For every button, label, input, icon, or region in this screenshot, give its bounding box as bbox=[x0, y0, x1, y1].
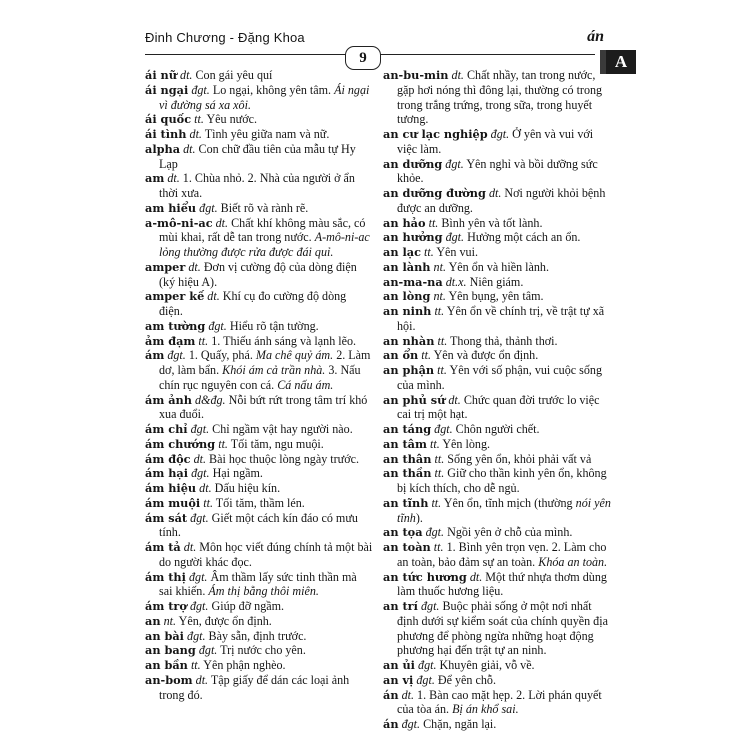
thumb-index-letter: A bbox=[614, 52, 628, 71]
entry-headword: ám độc bbox=[145, 451, 191, 466]
entry-headword: an tâm bbox=[383, 436, 427, 451]
entry-example: Bị án khổ sai. bbox=[452, 702, 519, 717]
entry-definition: Con gái yêu quí bbox=[195, 68, 273, 82]
entry-definition: Chất khí không màu sắc, có mùi khai, rất dễ tan trong nước. bbox=[159, 215, 366, 245]
dictionary-entry bbox=[145, 452, 373, 467]
entry-definition: Nơi người khỏi bệnh được an dưỡng. bbox=[397, 186, 606, 215]
entry-part-of-speech: tt. bbox=[198, 333, 209, 348]
entry-headword: ảm đạm bbox=[145, 333, 196, 348]
header-guide-word: án bbox=[587, 28, 604, 45]
entry-headword: an hưởng bbox=[383, 230, 443, 245]
header-authors: Đinh Chương - Đặng Khoa bbox=[145, 30, 305, 45]
entry-definition: Một thứ nhựa thơm dùng làm thuốc hương liệu. bbox=[397, 569, 607, 599]
entry-part-of-speech: dt. bbox=[469, 569, 483, 584]
entry-headword: am bbox=[145, 171, 165, 186]
entry-part-of-speech: dt. bbox=[183, 540, 197, 554]
entry-headword: an bbox=[145, 613, 161, 628]
left-column bbox=[145, 68, 373, 702]
entry-headword: an tức hương bbox=[383, 569, 467, 584]
entry-headword: an bần bbox=[145, 658, 188, 672]
dictionary-entry bbox=[145, 289, 373, 319]
dictionary-entry bbox=[383, 289, 611, 304]
entry-headword: ám hại bbox=[145, 466, 189, 481]
entry-definition: 2. Làm dơ, làm bẩn. bbox=[159, 348, 371, 377]
dictionary-entry bbox=[383, 186, 611, 216]
entry-definition: Yên phận nghèo. bbox=[203, 658, 286, 672]
entry-part-of-speech: đgt. bbox=[445, 156, 464, 171]
dictionary-entry bbox=[383, 127, 611, 157]
entry-part-of-speech: tt. bbox=[433, 540, 444, 554]
entry-part-of-speech: đgt. bbox=[401, 717, 421, 731]
entry-definition: Trị nước cho yên. bbox=[220, 643, 306, 658]
dictionary-entry bbox=[145, 68, 373, 83]
entry-headword: ám chướng bbox=[145, 436, 216, 451]
entry-headword: ám trợ bbox=[145, 599, 187, 613]
entry-part-of-speech: dt. bbox=[189, 127, 202, 141]
entry-part-of-speech: đgt. bbox=[189, 599, 209, 613]
entry-definition: Đơn vị cường độ của dòng điện (ký hiệu A). bbox=[159, 259, 357, 289]
entry-headword: am tường bbox=[145, 318, 206, 333]
entry-headword: an táng bbox=[383, 422, 432, 436]
entry-definition: Con chữ đầu tiên của mẫu tự Hy Lạp bbox=[159, 141, 356, 171]
entry-example: A-mô-ni-ac lỏng thường được rửa được đái quỉ. bbox=[159, 230, 370, 259]
entry-part-of-speech: tt. bbox=[194, 112, 204, 127]
entry-part-of-speech: đgt. bbox=[425, 525, 445, 540]
dictionary-entry bbox=[145, 658, 373, 673]
dictionary-entry bbox=[145, 348, 373, 392]
dictionary-entry bbox=[145, 437, 373, 452]
dictionary-entry bbox=[383, 348, 611, 363]
entry-definition: 1. Bình yên trọn vẹn. 2. Làm cho an toàn, bảo đảm sự an toàn. bbox=[397, 540, 607, 569]
entry-headword: an bài bbox=[145, 628, 184, 643]
entry-headword: an phủ sứ bbox=[383, 392, 446, 407]
entry-headword: amper kế bbox=[145, 289, 205, 304]
dictionary-entry bbox=[383, 230, 611, 245]
dictionary-entry bbox=[145, 673, 373, 703]
entry-headword: ám chỉ bbox=[145, 422, 188, 436]
entry-headword: an phận bbox=[383, 363, 435, 377]
entry-example: Ma chê quỷ ám. bbox=[255, 348, 334, 363]
entry-part-of-speech: đgt. bbox=[191, 466, 210, 481]
entry-definition: ). bbox=[415, 510, 423, 525]
dictionary-entry bbox=[145, 466, 373, 481]
dictionary-entry bbox=[145, 171, 373, 201]
entry-headword: an hảo bbox=[383, 215, 426, 230]
entry-part-of-speech: tt. bbox=[434, 466, 445, 481]
dictionary-entry bbox=[383, 422, 611, 437]
entry-part-of-speech: dt. bbox=[215, 215, 229, 230]
entry-definition: Yên, được ổn định. bbox=[178, 613, 272, 628]
entry-part-of-speech: đgt. bbox=[187, 628, 206, 643]
entry-headword: an lạc bbox=[383, 245, 421, 259]
entry-part-of-speech: tt. bbox=[434, 304, 445, 318]
entry-headword: am hiểu bbox=[145, 200, 197, 215]
dictionary-entry bbox=[383, 466, 611, 496]
entry-example: Ái ngại vì đường sá xa xôi. bbox=[159, 82, 370, 112]
entry-part-of-speech: dt. bbox=[180, 68, 193, 82]
dictionary-entry bbox=[145, 393, 373, 423]
entry-part-of-speech: đgt. bbox=[490, 127, 510, 141]
entry-definition: Yên vui. bbox=[436, 245, 478, 259]
entry-part-of-speech: đgt. bbox=[199, 200, 218, 215]
entry-part-of-speech: tt. bbox=[430, 436, 440, 451]
entry-definition: Yên bụng, yên tâm. bbox=[448, 289, 544, 304]
entry-definition: Sống yên ổn, khỏi phải vất vả bbox=[447, 451, 592, 466]
entry-part-of-speech: nt. bbox=[433, 289, 446, 304]
entry-definition: Yên ổn và hiền lành. bbox=[448, 259, 549, 274]
dictionary-entry bbox=[383, 216, 611, 231]
dictionary-entry bbox=[145, 142, 373, 172]
entry-part-of-speech: dt. bbox=[207, 289, 220, 304]
dictionary-entry bbox=[145, 599, 373, 614]
dictionary-entry bbox=[383, 525, 611, 540]
dictionary-entry bbox=[383, 275, 611, 290]
entry-definition: Bài học thuộc lòng ngày trước. bbox=[209, 451, 360, 466]
entry-headword: an lành bbox=[383, 259, 431, 274]
entry-part-of-speech: tt. bbox=[437, 363, 447, 377]
entry-definition: 1. Chùa nhỏ. 2. Nhà của người ở ẩn thời xưa. bbox=[159, 171, 355, 200]
dictionary-entry bbox=[383, 157, 611, 187]
entry-part-of-speech: tt. bbox=[434, 451, 445, 466]
entry-part-of-speech: tt. bbox=[203, 495, 213, 510]
dictionary-entry bbox=[383, 540, 611, 570]
dictionary-entry bbox=[383, 304, 611, 334]
entry-headword: an ổn bbox=[383, 348, 419, 363]
right-column bbox=[383, 68, 611, 732]
entry-headword: ái ngại bbox=[145, 82, 189, 97]
entry-headword: ám ảnh bbox=[145, 392, 192, 407]
entry-part-of-speech: dt. bbox=[195, 672, 209, 687]
dictionary-entry bbox=[383, 260, 611, 275]
dictionary-entry bbox=[383, 688, 611, 718]
entry-part-of-speech: d&đg. bbox=[194, 392, 226, 407]
entry-definition: Thong thả, thảnh thơi. bbox=[450, 333, 558, 348]
entry-part-of-speech: dt.x. bbox=[445, 274, 467, 289]
entry-headword: an tọa bbox=[383, 525, 423, 540]
entry-part-of-speech: đgt. bbox=[198, 643, 218, 658]
entry-definition: Chỉ ngầm vật hay người nào. bbox=[212, 422, 353, 436]
entry-example: Cá nấu ám. bbox=[277, 377, 334, 392]
entry-part-of-speech: dt. bbox=[183, 141, 196, 156]
entry-headword: an lòng bbox=[383, 289, 431, 304]
entry-definition: Yên với số phận, vui cuộc sống của mình. bbox=[397, 363, 602, 392]
entry-part-of-speech: dt. bbox=[488, 186, 502, 200]
entry-definition: 1. Quấy, phá. bbox=[188, 348, 253, 363]
entry-definition: 1. Bàn cao mặt hẹp. 2. Lời phán quyết của tòa án. bbox=[397, 687, 602, 717]
entry-part-of-speech: dt. bbox=[199, 481, 212, 495]
entry-headword: án bbox=[383, 717, 399, 731]
entry-headword: an thân bbox=[383, 451, 432, 466]
dictionary-entry bbox=[383, 393, 611, 423]
entry-definition: Bình yên và tốt lành. bbox=[441, 215, 543, 230]
page-number: 9 bbox=[359, 49, 367, 66]
entry-definition: Môn học viết đúng chính tả một bài do người khác đọc. bbox=[159, 540, 373, 569]
entry-definition: Hại ngầm. bbox=[212, 466, 263, 481]
entry-headword: an ủi bbox=[383, 658, 415, 672]
entry-definition: Để yên chỗ. bbox=[437, 672, 496, 687]
entry-headword: ám sát bbox=[145, 510, 188, 525]
dictionary-entry bbox=[145, 319, 373, 334]
entry-headword: an toàn bbox=[383, 540, 431, 554]
entry-definition: Chức quan đời trước lo việc cai trị một hạt. bbox=[397, 392, 600, 422]
dictionary-entry bbox=[383, 570, 611, 600]
entry-definition: Yên ổn, tĩnh mịch (thường bbox=[443, 495, 573, 510]
entry-headword: an nhàn bbox=[383, 333, 435, 348]
entry-part-of-speech: đgt. bbox=[188, 569, 208, 584]
entry-example: Khóa an toàn. bbox=[538, 554, 608, 569]
entry-definition: Dấu hiệu kín. bbox=[214, 481, 281, 495]
entry-definition: Tối tăm, ngu muội. bbox=[230, 436, 324, 451]
entry-headword: an-ma-na bbox=[383, 274, 443, 289]
dictionary-entry bbox=[383, 363, 611, 393]
dictionary-entry bbox=[383, 496, 611, 526]
dictionary-entry bbox=[145, 643, 373, 658]
entry-definition: Yên ổn về chính trị, về trật tự xã hội. bbox=[397, 304, 605, 333]
dictionary-entry bbox=[145, 496, 373, 511]
dictionary-entry bbox=[145, 511, 373, 541]
entry-part-of-speech: tt. bbox=[431, 495, 442, 510]
entry-part-of-speech: tt. bbox=[437, 333, 448, 348]
entry-part-of-speech: đgt. bbox=[445, 230, 465, 245]
entry-headword: an trí bbox=[383, 599, 418, 613]
dictionary-entry bbox=[145, 127, 373, 142]
entry-definition: Yên nghỉ và bồi dưỡng sức khỏe. bbox=[397, 156, 598, 186]
entry-part-of-speech: đgt. bbox=[190, 422, 210, 436]
entry-part-of-speech: dt. bbox=[451, 68, 464, 82]
dictionary-entry bbox=[145, 481, 373, 496]
entry-headword: an ninh bbox=[383, 304, 432, 318]
entry-part-of-speech: tt. bbox=[424, 245, 434, 259]
dictionary-entry bbox=[383, 599, 611, 658]
entry-definition: Tình yêu giữa nam và nữ. bbox=[204, 127, 330, 141]
entry-definition: Hưởng một cách an ổn. bbox=[467, 230, 581, 245]
entry-part-of-speech: đgt. bbox=[167, 348, 186, 363]
dictionary-entry bbox=[145, 614, 373, 629]
entry-definition: Chất nhầy, tan trong nước, gặp hơi nóng thì đông lại, thường có trong trong trắng trứng, trong sữa, trong huyết tương. bbox=[397, 68, 603, 127]
entry-headword: án bbox=[383, 687, 399, 702]
entry-definition: Ngồi yên ở chỗ của mình. bbox=[447, 525, 573, 540]
entry-headword: ái tình bbox=[145, 127, 187, 141]
entry-headword: alpha bbox=[145, 141, 181, 156]
entry-part-of-speech: tt. bbox=[218, 436, 228, 451]
entry-example: Ám thị bằng thôi miên. bbox=[208, 584, 319, 599]
entry-headword: an tĩnh bbox=[383, 495, 429, 510]
dictionary-entry bbox=[145, 570, 373, 600]
page-number-badge bbox=[345, 46, 381, 70]
dictionary-entry bbox=[145, 334, 373, 349]
dictionary-entry bbox=[145, 83, 373, 113]
entry-headword: an-bu-min bbox=[383, 68, 449, 82]
dictionary-entry bbox=[383, 245, 611, 260]
entry-definition: Tập giấy để dán các loại ảnh trong đó. bbox=[159, 672, 350, 702]
dictionary-entry bbox=[145, 260, 373, 290]
entry-headword: ám hiệu bbox=[145, 481, 197, 495]
entry-part-of-speech: tt. bbox=[421, 348, 431, 363]
dictionary-entry bbox=[145, 216, 373, 260]
entry-part-of-speech: dt. bbox=[448, 392, 461, 407]
entry-headword: an cư lạc nghiệp bbox=[383, 127, 488, 141]
dictionary-entry bbox=[383, 717, 611, 732]
entry-definition: Bày sẵn, định trước. bbox=[208, 628, 307, 643]
entry-definition: Lo ngại, không yên tâm. bbox=[212, 82, 332, 97]
entry-part-of-speech: dt. bbox=[188, 259, 201, 274]
entry-part-of-speech: đgt. bbox=[416, 672, 435, 687]
entry-headword: an-bom bbox=[145, 672, 193, 687]
entry-definition: Khuyên giải, vỗ về. bbox=[439, 658, 535, 672]
entry-definition: Biết rõ và rành rẽ. bbox=[220, 200, 309, 215]
entry-definition: Âm thầm lấy sức tinh thần mà sai khiến. bbox=[159, 569, 357, 599]
entry-headword: an vị bbox=[383, 672, 414, 687]
entry-definition: Yên lòng. bbox=[442, 436, 491, 451]
entry-headword: ái nữ bbox=[145, 68, 177, 82]
dictionary-entry bbox=[145, 629, 373, 644]
entry-example: Khói ám cả trần nhà. bbox=[222, 363, 326, 377]
entry-definition: Buộc phải sống ở một nơi nhất định dưới sự kiểm soát của chính quyền địa phương để phòng ngừa những hoạt động phương hại đến trật tự an ninh. bbox=[397, 599, 608, 658]
dictionary-entry bbox=[145, 540, 373, 570]
entry-part-of-speech: dt. bbox=[401, 687, 415, 702]
entry-part-of-speech: dt. bbox=[167, 171, 180, 186]
entry-definition: Giết một cách kín đáo có mưu tính. bbox=[159, 510, 358, 540]
entry-part-of-speech: dt. bbox=[193, 451, 206, 466]
entry-headword: amper bbox=[145, 259, 186, 274]
dictionary-entry bbox=[383, 673, 611, 688]
entry-part-of-speech: nt. bbox=[433, 259, 446, 274]
entry-part-of-speech: tt. bbox=[428, 215, 439, 230]
entry-definition: Yên và được ổn định. bbox=[433, 348, 539, 363]
entry-example: nói yên tĩnh bbox=[397, 495, 611, 525]
dictionary-entry bbox=[145, 112, 373, 127]
entry-definition: Khí cụ đo cường độ dòng điện. bbox=[159, 289, 347, 318]
entry-headword: a-mô-ni-ac bbox=[145, 215, 213, 230]
dictionary-entry bbox=[145, 422, 373, 437]
entry-definition: Chôn người chết. bbox=[455, 422, 540, 436]
entry-headword: ám muội bbox=[145, 495, 201, 510]
entry-part-of-speech: đgt. bbox=[420, 599, 440, 613]
entry-definition: Giữ cho thần kinh yên ổn, không bị kích thích, cho dễ ngủ. bbox=[397, 466, 607, 495]
entry-definition: 3. Nấu chín rục nguyên con cá. bbox=[159, 363, 361, 392]
entry-definition: Hiểu rõ tận tường. bbox=[229, 318, 319, 333]
entry-part-of-speech: đgt. bbox=[190, 510, 209, 525]
dictionary-entry bbox=[383, 437, 611, 452]
entry-part-of-speech: đgt. bbox=[191, 82, 210, 97]
entry-part-of-speech: đgt. bbox=[208, 318, 227, 333]
entry-headword: ám bbox=[145, 348, 165, 363]
entry-part-of-speech: tt. bbox=[190, 658, 201, 672]
dictionary-entry bbox=[383, 334, 611, 349]
entry-part-of-speech: đgt. bbox=[418, 658, 437, 672]
entry-headword: ám thị bbox=[145, 569, 186, 584]
entry-definition: 1. Thiếu ánh sáng và lạnh lẽo. bbox=[211, 333, 357, 348]
entry-headword: an thần bbox=[383, 466, 432, 481]
dictionary-entry bbox=[383, 658, 611, 673]
entry-headword: ái quốc bbox=[145, 112, 192, 127]
entry-definition: Niên giám. bbox=[469, 274, 524, 289]
page-header bbox=[145, 28, 604, 70]
dictionary-entry bbox=[383, 68, 611, 127]
entry-definition: Ở yên và vui với việc làm. bbox=[397, 127, 594, 156]
dictionary-entry bbox=[383, 452, 611, 467]
entry-headword: an dưỡng bbox=[383, 156, 443, 171]
entry-headword: an bang bbox=[145, 643, 196, 658]
entry-definition: Chặn, ngăn lại. bbox=[423, 717, 497, 731]
entry-headword: an dưỡng đường bbox=[383, 186, 486, 200]
entry-definition: Tối tăm, thầm lén. bbox=[215, 495, 305, 510]
entry-part-of-speech: đgt. bbox=[434, 422, 453, 436]
entry-definition: Yêu nước. bbox=[206, 112, 257, 127]
entry-definition: Nỗi bứt rứt trong tâm trí khó xua đuổi. bbox=[159, 392, 368, 422]
dictionary-entry bbox=[145, 201, 373, 216]
entry-headword: ám tả bbox=[145, 540, 181, 554]
entry-definition: Giúp đỡ ngầm. bbox=[211, 599, 285, 613]
entry-part-of-speech: nt. bbox=[163, 613, 177, 628]
